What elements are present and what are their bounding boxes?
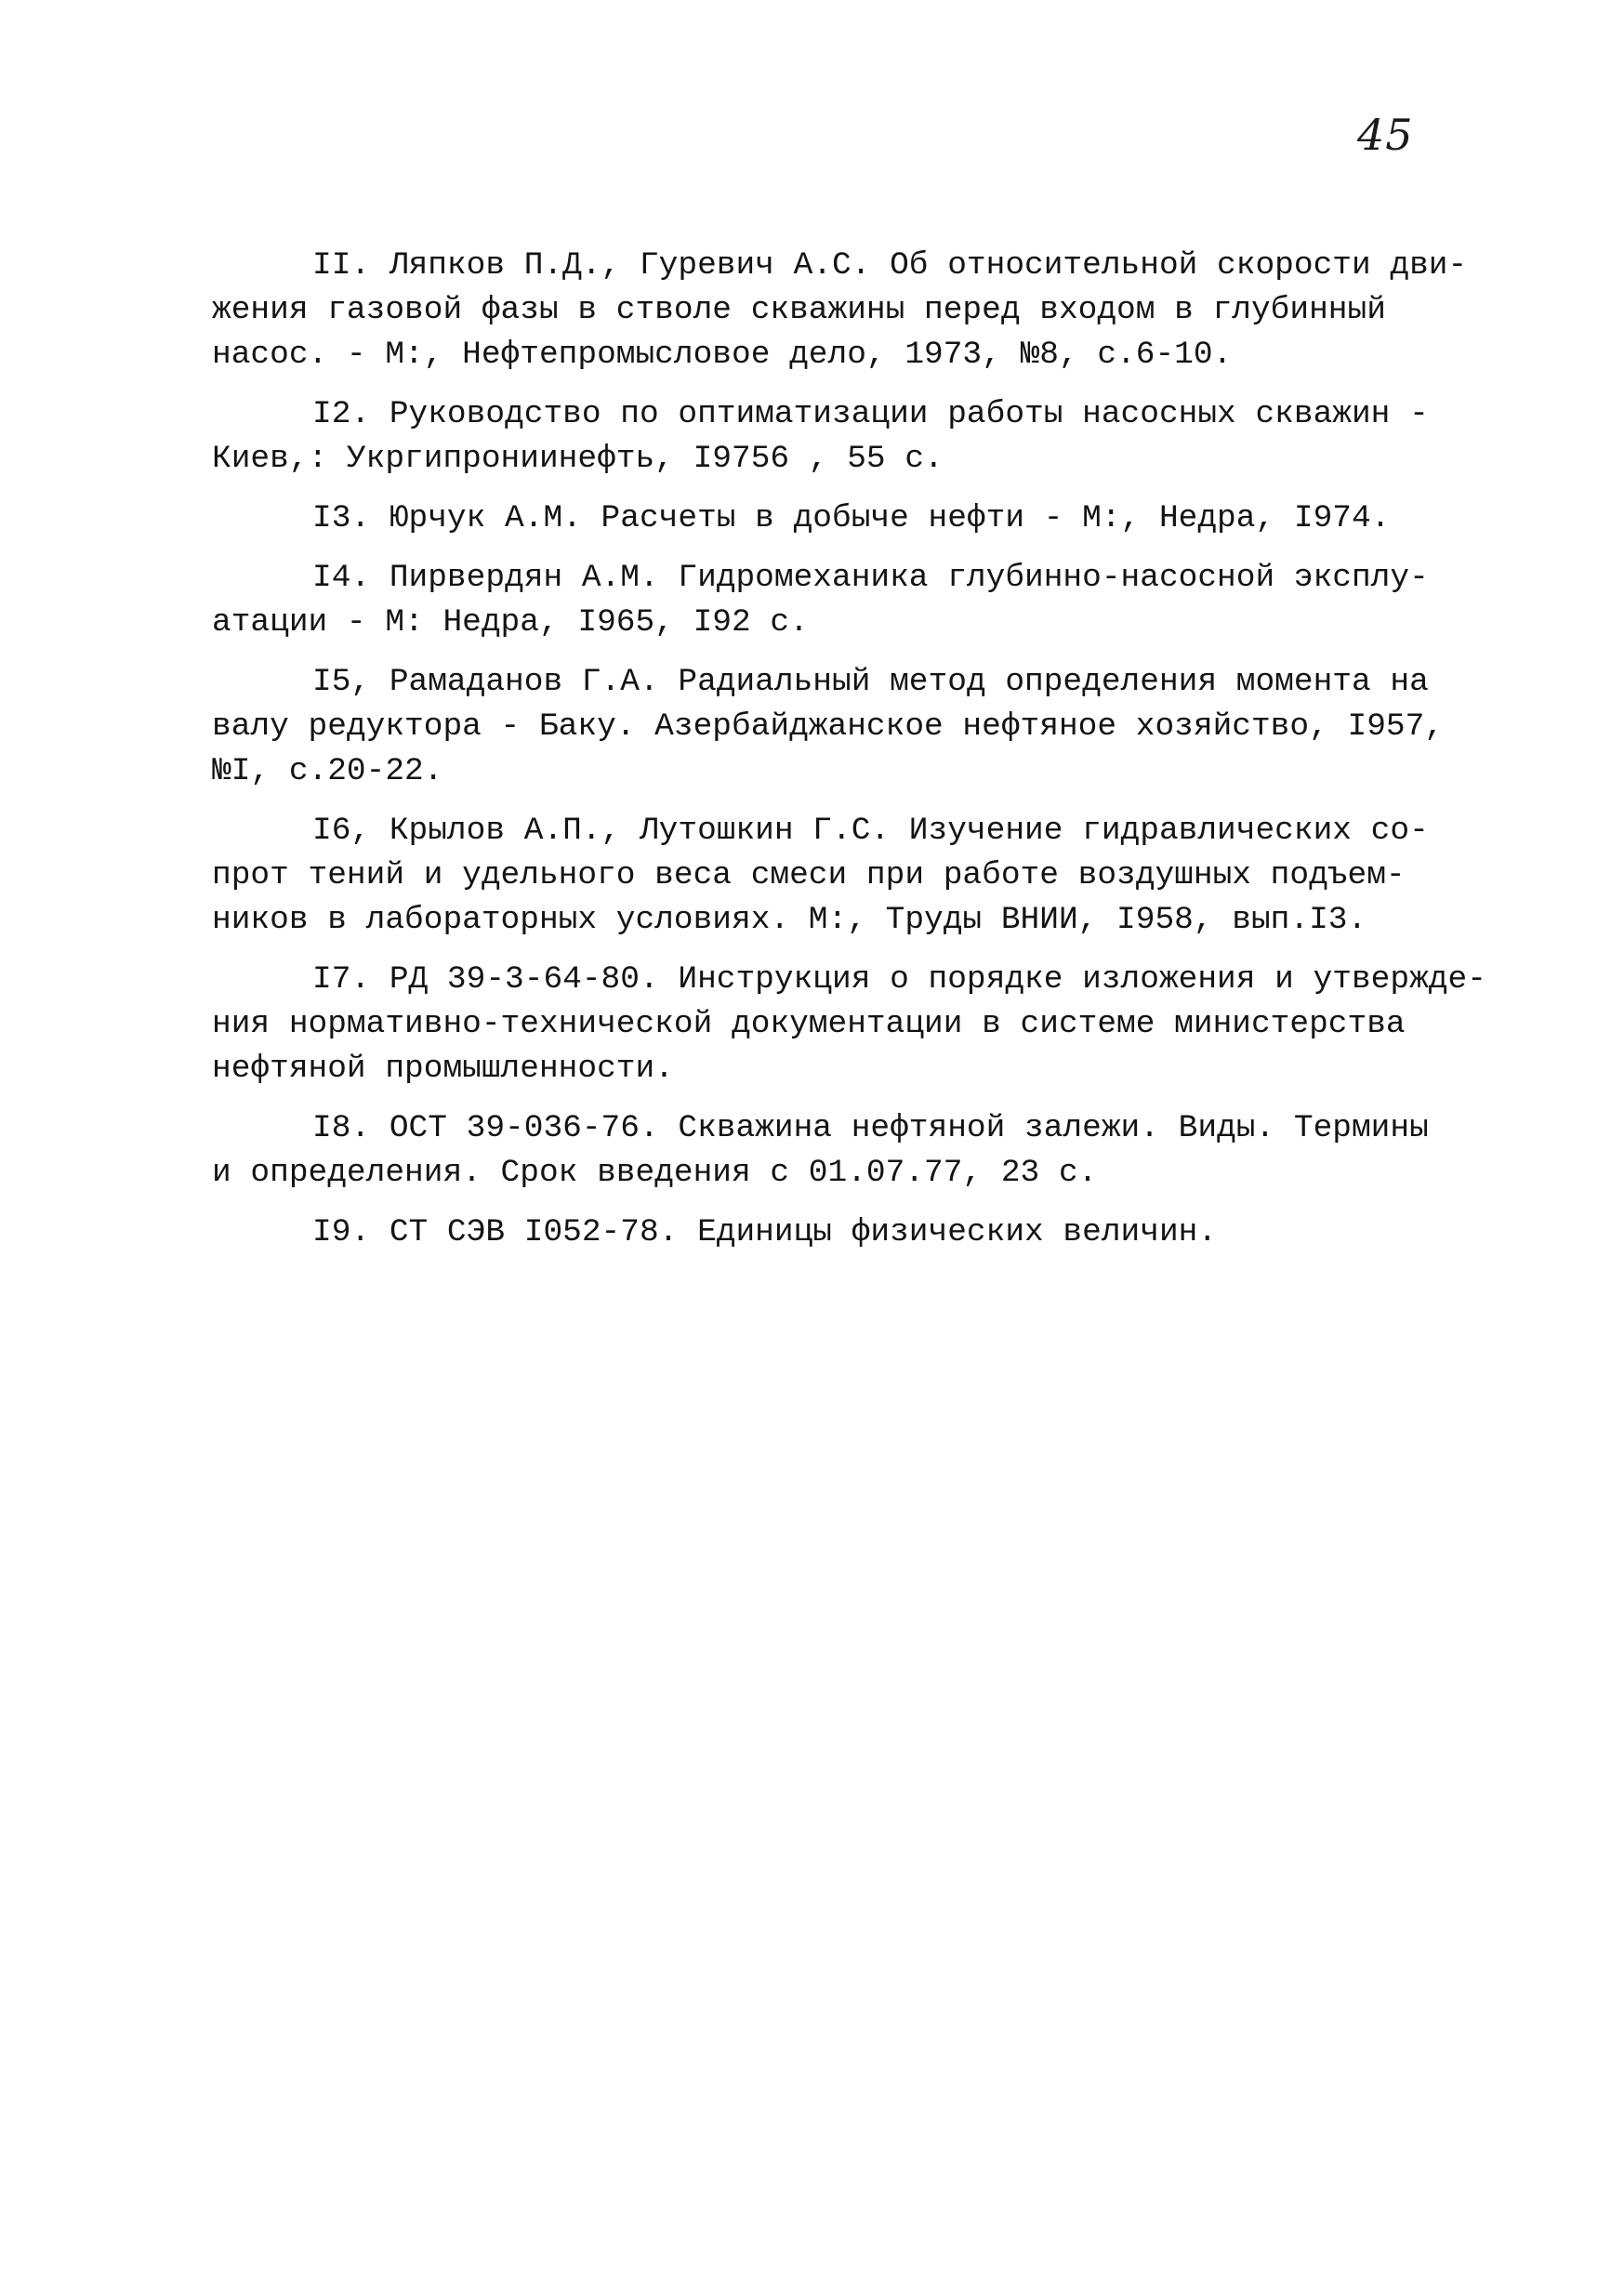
reference-item [212, 809, 1429, 943]
reference-list [212, 244, 1486, 1270]
reference-item [212, 556, 1429, 645]
reference-line: нефтяной промышленности. [212, 1051, 674, 1087]
reference-line: II. Ляпков П.Д., Гуревич А.С. Об относительной скорости дви- [312, 247, 1468, 284]
reference-line: атации - М: Недра, I965, I92 с. [212, 604, 809, 641]
reference-line: I7. РД 39-3-64-80. Инструкция о порядке изложения и утвержде- [312, 961, 1486, 998]
reference-line: и определения. Срок введения с 01.07.77, 23 с. [212, 1155, 1098, 1191]
reference-line: I6, Крылов А.П., Лутошкин Г.С. Изучение гидравлических со- [312, 813, 1429, 849]
reference-line: Киев,: Укргипрониинефть, I9756 , 55 с. [212, 441, 944, 477]
reference-item [212, 496, 1420, 541]
reference-line: прот тений и удельного веса смеси при работе воздушных подъем- [212, 857, 1406, 893]
reference-line: ния нормативно-технической документации в системе министерства [212, 1006, 1406, 1042]
reference-line: жения газовой фазы в стволе скважины перед входом в глубинный [212, 292, 1386, 328]
reference-line: I2. Руководство по оптиматизации работы насосных скважин - [312, 396, 1429, 432]
reference-item [212, 392, 1429, 482]
reference-line: I9. СТ СЭВ I052-78. Единицы физических величин. [312, 1214, 1218, 1250]
reference-line: I4. Пирвердян А.М. Гидромеханика глубинно-насосной эксплу- [312, 560, 1429, 596]
reference-item [212, 958, 1486, 1091]
reference-item [212, 244, 1468, 377]
reference-item [212, 1210, 1420, 1255]
reference-line: ников в лабораторных условиях. М:, Труды ВНИИ, I958, вып.I3. [212, 902, 1367, 938]
reference-line: насос. - М:, Нефтепромысловое дело, 1973, №8, с.6-10. [212, 337, 1233, 373]
reference-line: I8. ОСТ 39-036-76. Скважина нефтяной залежи. Виды. Термины [312, 1110, 1429, 1146]
reference-line: I3. Юрчук А.М. Расчеты в добыче нефти - М:, Недра, I974. [312, 500, 1391, 536]
page-number: 45 [1357, 110, 1414, 160]
reference-item [212, 660, 1445, 794]
reference-line: №I, с.20-22. [212, 753, 443, 789]
reference-line: валу редуктора - Баку. Азербайджанское нефтяное хозяйство, I957, [212, 708, 1445, 745]
reference-line: I5, Рамаданов Г.А. Радиальный метод определения момента на [312, 664, 1429, 700]
reference-item [212, 1106, 1429, 1196]
